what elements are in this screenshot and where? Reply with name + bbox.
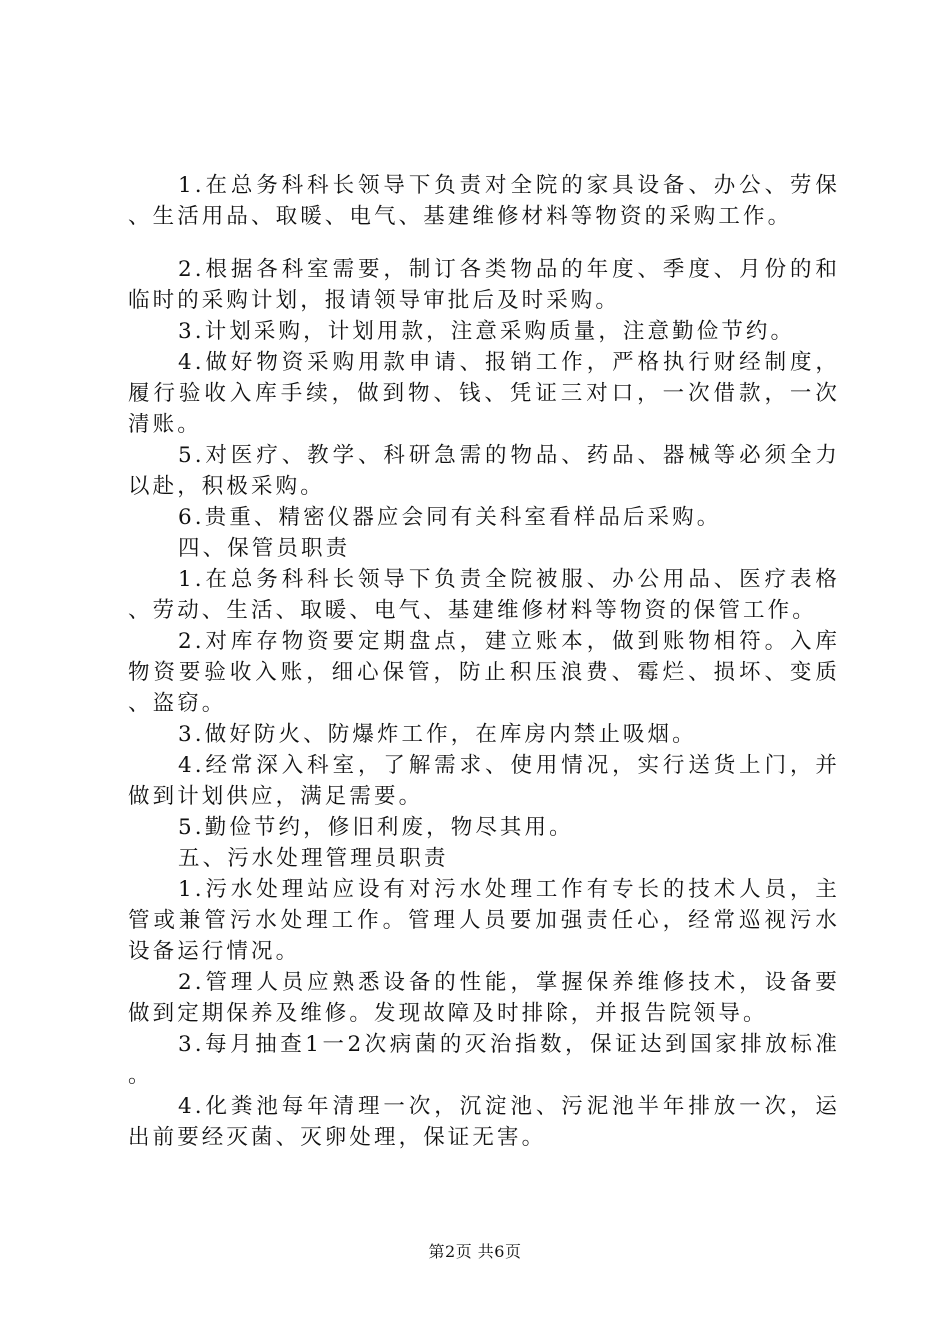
paragraph: 2.对库存物资要定期盘点，建立账本，做到账物相符。入库物资要验收入账，细心保管，防止积压浪费、霉烂、损坏、变质、盗窃。 xyxy=(128,629,840,716)
paragraph: 2.管理人员应熟悉设备的性能，掌握保养维修技术，设备要做到定期保养及维修。发现故障及时排除，并报告院领导。 xyxy=(128,970,840,1026)
paragraph: 3.每月抽查1一2次病菌的灭治指数，保证达到国家排放标准。 xyxy=(128,1032,840,1088)
paragraph: 4.经常深入科室，了解需求、使用情况，实行送货上门，并做到计划供应，满足需要。 xyxy=(128,753,840,809)
section-heading: 五、污水处理管理员职责 xyxy=(178,846,449,871)
paragraph: 3.计划采购，计划用款，注意采购质量，注意勤俭节约。 xyxy=(178,319,796,344)
paragraph: 1.在总务科科长领导下负责全院被服、办公用品、医疗表格、劳动、生活、取暖、电气、基建维修材料等物资的保管工作。 xyxy=(128,567,840,623)
paragraph: 5.勤俭节约，修旧利废，物尽其用。 xyxy=(178,815,574,840)
page-footer: 第2页 共6页 xyxy=(428,1242,522,1261)
paragraph: 4.化粪池每年清理一次，沉淀池、污泥池半年排放一次，运出前要经灭菌、灭卵处理，保证无害。 xyxy=(128,1094,840,1150)
paragraph: 6.贵重、精密仪器应会同有关科室看样品后采购。 xyxy=(178,505,722,530)
section-heading: 四、保管员职责 xyxy=(178,536,351,561)
paragraph: 5.对医疗、教学、科研急需的物品、药品、器械等必须全力以赴，积极采购。 xyxy=(128,443,840,499)
paragraph: 1.污水处理站应设有对污水处理工作有专长的技术人员，主管或兼管污水处理工作。管理人员要加强责任心，经常巡视污水设备运行情况。 xyxy=(128,877,840,964)
paragraph: 4.做好物资采购用款申请、报销工作，严格执行财经制度，履行验收入库手续，做到物、钱、凭证三对口，一次借款，一次清账。 xyxy=(128,350,840,437)
paragraph: 2.根据各科室需要，制订各类物品的年度、季度、月份的和临时的采购计划，报请领导审批后及时采购。 xyxy=(128,257,840,313)
paragraph: 3.做好防火、防爆炸工作，在库房内禁止吸烟。 xyxy=(178,722,697,747)
document-body xyxy=(128,170,840,1153)
paragraph: 1.在总务科科长领导下负责对全院的家具设备、办公、劳保、生活用品、取暖、电气、基建维修材料等物资的采购工作。 xyxy=(128,173,840,229)
